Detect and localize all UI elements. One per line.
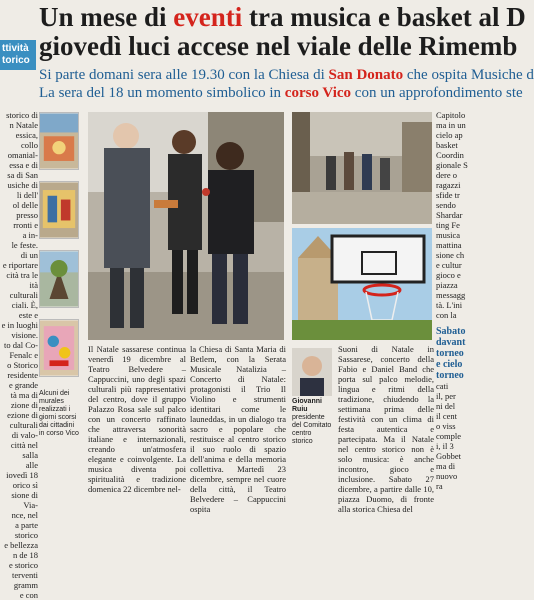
left-line: e grande xyxy=(8,380,38,390)
portrait-photo xyxy=(292,348,332,396)
photo-caption: Alcuni dei murales realizzati i giorni scorsi dai cittadini in corso Vico xyxy=(39,390,79,437)
mural-thumbnails xyxy=(39,112,81,388)
right-line: cielo ap xyxy=(436,130,463,140)
headline-part: Un mese di xyxy=(39,2,174,32)
left-line: a in- xyxy=(22,230,38,240)
article-column-1: Il Natale sassarese continua venerdì 19 dicembre al Teatro Belvedere – Cappuccini, uno degli spazi culturali più rappresentativi del centro, dove il gruppo Palazzo Rosa sale sul palco con un concerto raffinato che attraversa sonorità italiane e internazionali, creando un'atmosfera elegante e coinvolgente. La musica diventa poi spiritualità e tradizione domenica 22 dicembre nel- xyxy=(88,344,186,494)
left-line: tà ma di xyxy=(10,390,38,400)
right-line: dere o xyxy=(436,170,458,180)
right-line: con la xyxy=(436,310,457,320)
right-line: ma in un xyxy=(436,120,466,130)
left-line: ezione di xyxy=(7,410,38,420)
left-line: omanial- xyxy=(7,150,38,160)
heading-line: torneo xyxy=(436,370,464,381)
tail-line: Gobbet xyxy=(436,451,462,461)
right-column-text xyxy=(436,110,470,491)
left-line: n de 18 xyxy=(12,550,38,560)
left-line: presso xyxy=(16,210,38,220)
left-line: o Storico xyxy=(7,360,38,370)
article-column-3: Suoni di Natale in Sassarese, concerto della Fabio e Daniel Band che porta sul palco melodie, lingua e ritmi della tradizione, chiudendo la settimana prima delle festività con un clima di festa autentica e partecipata. Ma il Natale nel centro storico non è solo musica: è anche incontro, gioco e inclusione. Sabato 27 dicembre, a partire dalle 10, piazza Duomo, di fronte alla storica Chiesa del xyxy=(338,344,434,514)
left-line: visione. xyxy=(11,330,38,340)
right-line: sendo xyxy=(436,200,456,210)
mural-photo xyxy=(39,319,79,377)
right-line: musica xyxy=(436,230,461,240)
right-line: tà. L'ini xyxy=(436,300,463,310)
left-line: terventi xyxy=(12,570,38,580)
heading-line: davant xyxy=(436,337,466,348)
left-line: e bellezza xyxy=(4,540,38,550)
left-line: essa e di xyxy=(9,160,38,170)
right-line: Shardar xyxy=(436,210,463,220)
tail-line: ma di xyxy=(436,461,456,471)
left-line: gramm xyxy=(13,580,38,590)
left-line: Via- xyxy=(23,500,38,510)
left-line: rronti e xyxy=(13,220,38,230)
right-line: Coordin xyxy=(436,150,464,160)
article-column-2: la Chiesa di Santa Maria di Betlem, con la Serata Musicale Natalizia – Concerto di Natale: protagonisti il Trio Il Violino e strumenti identitari come le launeddas, in un dialogo tra sacro e popolare che restituisce al centro storico il suo ruolo di spazio dell'anima e della memoria collettiva. Martedì 23 dicembre, sempre nel cuore della città, il Teatro Belvedere – Cappuccini ospita xyxy=(190,344,286,514)
tail-line: ni del xyxy=(436,401,456,411)
section-tab xyxy=(0,40,36,70)
left-line: li dell' xyxy=(16,190,38,200)
headline-highlight: eventi xyxy=(173,2,243,32)
left-line: essica, xyxy=(15,130,38,140)
tail-line: ra xyxy=(436,481,443,491)
subhead-highlight: corso Vico xyxy=(284,85,352,101)
left-line: e storico xyxy=(8,560,38,570)
right-line: ting Fe xyxy=(436,220,460,230)
right-column-heading xyxy=(436,326,470,381)
tail-line: cati xyxy=(436,381,449,391)
mural-photo xyxy=(39,181,79,239)
left-line: le feste. xyxy=(11,240,38,250)
portrait-name: Giovanni Ruiu xyxy=(292,398,322,413)
right-line: Capitolo xyxy=(436,110,466,120)
subhead-part: con un approfondimento ste xyxy=(351,85,523,101)
subheadline xyxy=(39,66,534,102)
left-column-text xyxy=(0,110,38,600)
left-line: e riportare xyxy=(2,260,38,270)
headline-part: tra musica e basket al D xyxy=(242,2,526,32)
left-line: cità tra le xyxy=(6,270,38,280)
left-line: n Natale xyxy=(9,120,38,130)
basketball-hoop-photo xyxy=(292,228,432,340)
right-line: basket xyxy=(436,140,458,150)
portrait-role: presidente del Comitato centro storico xyxy=(292,414,332,445)
tail-line: i, il 3 xyxy=(436,441,454,451)
right-line: gioco e xyxy=(436,270,461,280)
subhead-part: Si parte domani sera alle 19.30 con la Chiesa di xyxy=(39,67,329,83)
people-event-photo xyxy=(88,112,284,340)
left-line: di valo- xyxy=(11,430,38,440)
left-line: nce, nel xyxy=(11,510,38,520)
left-line: to dal Co- xyxy=(4,340,38,350)
left-line: sa di San xyxy=(7,170,38,180)
left-line: iovedì 18 xyxy=(6,470,38,480)
left-line: e con xyxy=(19,590,38,600)
subhead-part: che ospita Musiche d xyxy=(403,67,534,83)
left-line: Fenalc e xyxy=(9,350,38,360)
portrait-caption xyxy=(292,398,332,446)
left-line: sione di xyxy=(11,490,38,500)
headline-line2: giovedì luci accese nel viale delle Rimemb xyxy=(39,31,518,61)
section-tab-line2: torico xyxy=(2,55,30,66)
right-line: messagg xyxy=(436,290,466,300)
headline xyxy=(39,2,526,61)
right-line: sfide tr xyxy=(436,190,460,200)
left-line: residente xyxy=(7,370,38,380)
right-line: piazza xyxy=(436,280,458,290)
right-line: ragazzi xyxy=(436,180,461,190)
left-line: a parte xyxy=(15,520,38,530)
left-line: zione di xyxy=(10,400,38,410)
left-line: alle xyxy=(25,460,38,470)
left-line: orico sì xyxy=(12,480,38,490)
left-line: usiche di xyxy=(7,180,38,190)
left-line: ciali. È, xyxy=(11,300,38,310)
left-line: storico xyxy=(14,530,38,540)
tail-line: il cent xyxy=(436,411,458,421)
right-line: sione ch xyxy=(436,250,465,260)
tail-line: nuovo xyxy=(436,471,458,481)
left-line: culturali xyxy=(9,420,38,430)
tail-line: comple xyxy=(436,431,462,441)
heading-line: torneo xyxy=(436,348,464,359)
left-line: città nel xyxy=(10,440,38,450)
right-column-tail xyxy=(436,381,470,491)
right-line: gionale S xyxy=(436,160,468,170)
left-line: este e xyxy=(18,310,38,320)
right-line: e cultur xyxy=(436,260,462,270)
street-crowd-photo xyxy=(292,112,432,224)
tail-line: o viss xyxy=(436,421,456,431)
mural-photo xyxy=(39,250,79,308)
heading-line: Sabato xyxy=(436,326,466,337)
left-line: ol delle xyxy=(12,200,38,210)
mural-photo xyxy=(39,112,79,170)
subhead-highlight: San Donato xyxy=(328,67,404,83)
heading-line: e cielo xyxy=(436,359,463,370)
left-line: di un xyxy=(20,250,38,260)
left-line: storico di xyxy=(6,110,38,120)
left-line: salla xyxy=(22,450,38,460)
subhead-part: La sera del 18 un momento simbolico in xyxy=(39,85,285,101)
left-line: ità culturali xyxy=(9,280,38,300)
right-column-lines xyxy=(436,110,470,320)
right-line: mattina xyxy=(436,240,462,250)
tail-line: il, per xyxy=(436,391,456,401)
left-line: e in luoghi xyxy=(1,320,38,330)
left-line: collo xyxy=(21,140,38,150)
section-tab-line1: ttività xyxy=(2,43,29,54)
